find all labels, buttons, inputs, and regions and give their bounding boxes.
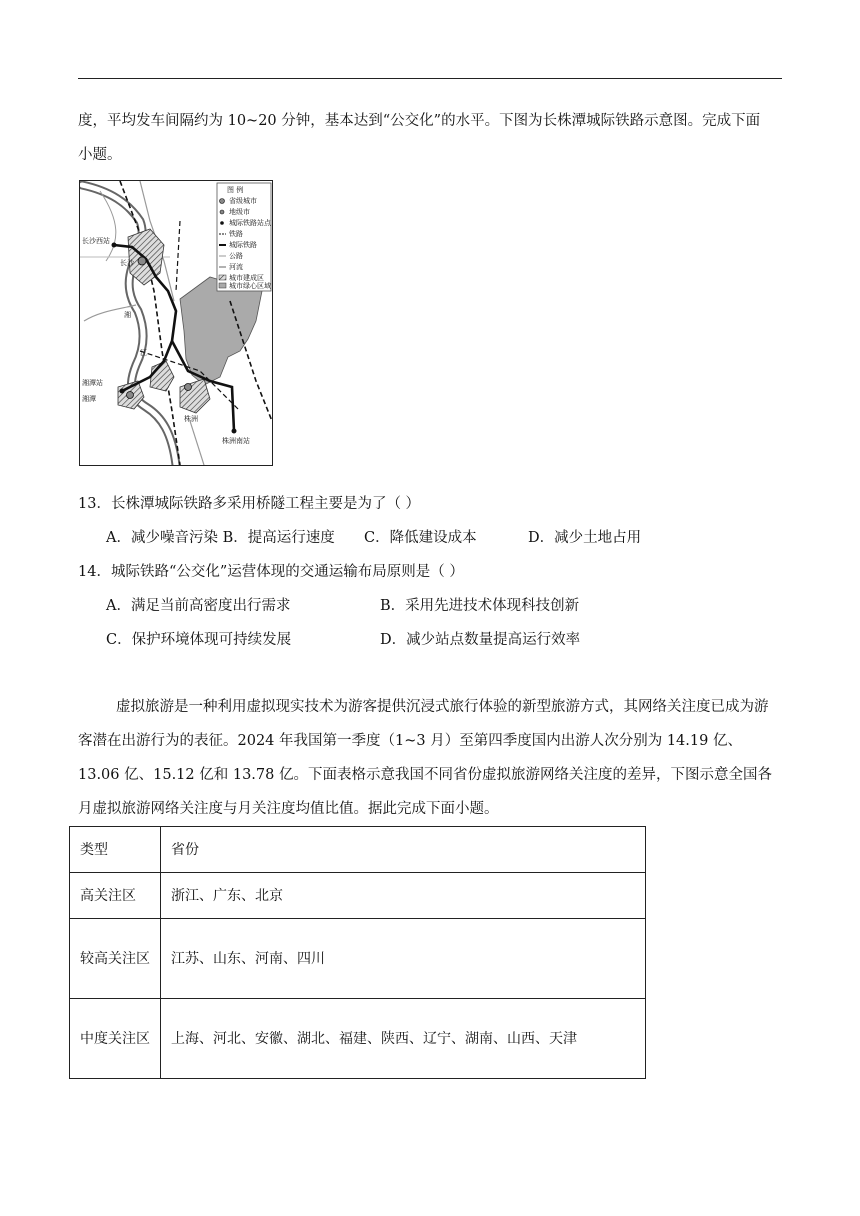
label-zhuzhou-south: 株洲南站 [222, 437, 250, 445]
legend-station: 城际铁路站点 [229, 219, 271, 227]
table-header-row [70, 827, 646, 873]
question-13-stem: 13．长株潭城际铁路多采用桥隧工程主要是为了（ ） [78, 496, 421, 512]
table-cell-type: 较高关注区 [70, 919, 161, 999]
intro-line-1: 度，平均发车间隔约为 10~20 分钟，基本达到“公交化”的水平。下图为长株潭城际铁路示意图。完成下面 [78, 113, 761, 129]
table-header-province: 省份 [161, 827, 646, 873]
table-row [70, 999, 646, 1079]
legend-built-up: 城市建成区 [229, 274, 264, 282]
legend-green-core: 城市绿心区域 [229, 282, 271, 290]
table-row [70, 873, 646, 919]
label-xiangtan: 湘潭 [82, 395, 96, 403]
attention-table [69, 826, 646, 1079]
question-14-option-c: C．保护环境体现可持续发展 [106, 632, 292, 648]
passage-paragraph: 虚拟旅游是一种利用虚拟现实技术为游客提供沉浸式旅行体验的新型旅游方式，其网络关注度已成为游客潜在出游行为的表征。2024 年我国第一季度（1~3 月）至第四季度国内出游人次分别为 14.19 亿、13.06 亿、15.12 亿和 13.78 亿。下面表格示意我国不同省份虚拟旅游网络关注度的差异，下图示意全国各月虚拟旅游网络关注度与月关注度均值比值。据此完成下面小题。 [78, 699, 772, 817]
legend-provincial-city: 省级城市 [229, 197, 257, 205]
table-cell-provinces: 浙江、广东、北京 [161, 873, 646, 919]
legend-intercity-railway: 城际铁路 [229, 241, 257, 249]
header-rule [78, 78, 782, 79]
question-13-option-c: C．降低建设成本 [364, 530, 477, 546]
question-14-option-d: D．减少站点数量提高运行效率 [380, 632, 581, 648]
table-cell-provinces: 上海、河北、安徽、湖北、福建、陕西、辽宁、湖南、山西、天津 [161, 999, 646, 1079]
legend-title: 图 例 [227, 186, 244, 194]
legend-prefecture-city: 地级市 [229, 208, 250, 216]
question-13-option-d: D．减少土地占用 [528, 530, 642, 546]
question-13-option-ab: A．减少噪音污染 B．提高运行速度 [106, 530, 335, 546]
table-cell-type: 中度关注区 [70, 999, 161, 1079]
railway-map [79, 180, 273, 466]
label-changsha: 长沙 [120, 259, 134, 267]
intro-paragraph [78, 104, 782, 172]
table-cell-provinces: 江苏、山东、河南、四川 [161, 919, 646, 999]
question-14-stem: 14．城际铁路“公交化”运营体现的交通运输布局原则是（ ） [78, 564, 464, 580]
table-cell-type: 高关注区 [70, 873, 161, 919]
legend-road: 公路 [229, 252, 243, 260]
label-zhuzhou: 株洲 [184, 415, 198, 423]
table-row [70, 919, 646, 999]
question-14-option-b: B．采用先进技术体现科技创新 [380, 598, 580, 614]
railway-map-drawing [80, 181, 272, 465]
label-changsha-west: 长沙西站 [82, 237, 110, 245]
question-14-option-a: A．满足当前高密度出行需求 [106, 598, 291, 614]
legend-railway: 铁路 [229, 230, 243, 238]
label-river-jiang: 江 [140, 349, 147, 357]
intro-line-2: 小题。 [78, 147, 122, 163]
legend-river: 河流 [229, 263, 243, 271]
label-xiangtan-station: 湘潭站 [82, 379, 103, 387]
label-river-xiang: 湘 [124, 311, 131, 319]
table-header-type: 类型 [70, 827, 161, 873]
